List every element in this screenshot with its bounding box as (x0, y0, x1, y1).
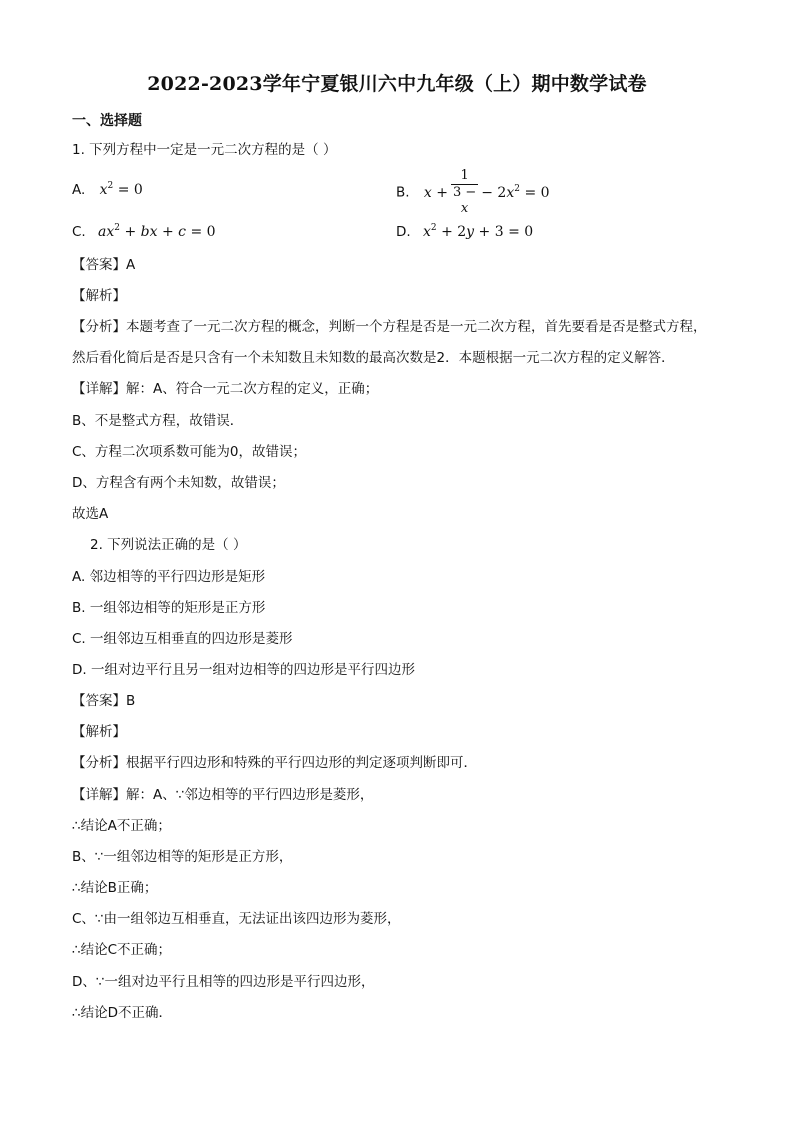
q2-analysis-heading: 【解析】 (72, 724, 126, 740)
q1-analysis-line-1: 【分析】本题考查了一元二次方程的概念，判断一个方程是否是一元二次方程，首先要看是否是整式方程， (72, 319, 707, 335)
q1-option-a-formula: $x^2 = 0$ (99, 181, 143, 198)
q1-option-c-label: C. (72, 224, 86, 240)
q2-answer: 【答案】B (72, 693, 136, 709)
q1-option-c-formula: $ax^2$ + bx + c = 0 (98, 223, 216, 240)
q2-option-a: A. 邻边相等的平行四边形是矩形 (72, 569, 266, 585)
q2-detail-line-6: ∴结论C不正确； (72, 942, 172, 958)
page-title: 2022-2023学年宁夏银川六中九年级（上）期中数学试卷 (147, 73, 647, 95)
q1-stem: 1. 下列方程中一定是一元二次方程的是（ ） (72, 142, 337, 158)
q2-detail-line-5: C、∵由一组邻边互相垂直，无法证出该四边形为菱形， (72, 911, 401, 927)
q2-detail-line-1: 【详解】解：A、∵邻边相等的平行四边形是菱形， (72, 787, 374, 803)
q1-option-d (396, 219, 533, 241)
q2-analysis-line-1: 【分析】根据平行四边形和特殊的平行四边形的判定逐项判断即可． (72, 755, 477, 771)
q1-option-a (72, 177, 143, 199)
q1-option-d-formula: $x^2 + 2y + 3 = 0$ (422, 223, 534, 240)
q2-option-c: C. 一组邻边互相垂直的四边形是菱形 (72, 631, 293, 647)
q2-option-b: B. 一组邻边相等的矩形是正方形 (72, 600, 266, 616)
q1-detail-line-5: 故选A (72, 506, 109, 522)
q1-analysis-heading: 【解析】 (72, 288, 126, 304)
q1-option-b-formula: x + 1 3 − x − $2x^2 = 0$ (423, 168, 550, 216)
q1-detail-line-4: D、方程含有两个未知数，故错误； (72, 475, 285, 491)
q2-detail-line-7: D、∵一组对边平行且相等的四边形是平行四边形， (72, 974, 375, 990)
q1-option-b-label: B. (396, 184, 410, 201)
section-heading: 一、选择题 (72, 113, 142, 129)
q2-detail-line-4: ∴结论B正确； (72, 880, 158, 896)
q1-option-d-label: D. (396, 224, 411, 240)
q1-option-b (396, 168, 550, 217)
q1-detail-line-1: 【详解】解：A、符合一元二次方程的定义，正确； (72, 381, 379, 397)
q1-detail-line-3: C、方程二次项系数可能为0，故错误； (72, 444, 307, 460)
q1-option-a-label: A. (72, 182, 86, 198)
q2-detail-line-2: ∴结论A不正确； (72, 818, 171, 834)
q1-detail-line-2: B、不是整式方程，故错误． (72, 413, 244, 429)
q2-detail-line-3: B、∵一组邻边相等的矩形是正方形， (72, 849, 293, 865)
q2-option-d: D. 一组对边平行且另一组对边相等的四边形是平行四边形 (72, 662, 415, 678)
q1-analysis-line-2: 然后看化简后是否是只含有一个未知数且未知数的最高次数是2．本题根据一元二次方程的定义解答． (72, 350, 675, 366)
q1-option-c (72, 219, 216, 241)
q2-stem: 2. 下列说法正确的是（ ） (90, 537, 247, 553)
q2-detail-line-8: ∴结论D不正确． (72, 1005, 172, 1021)
q1-answer: 【答案】A (72, 257, 136, 273)
